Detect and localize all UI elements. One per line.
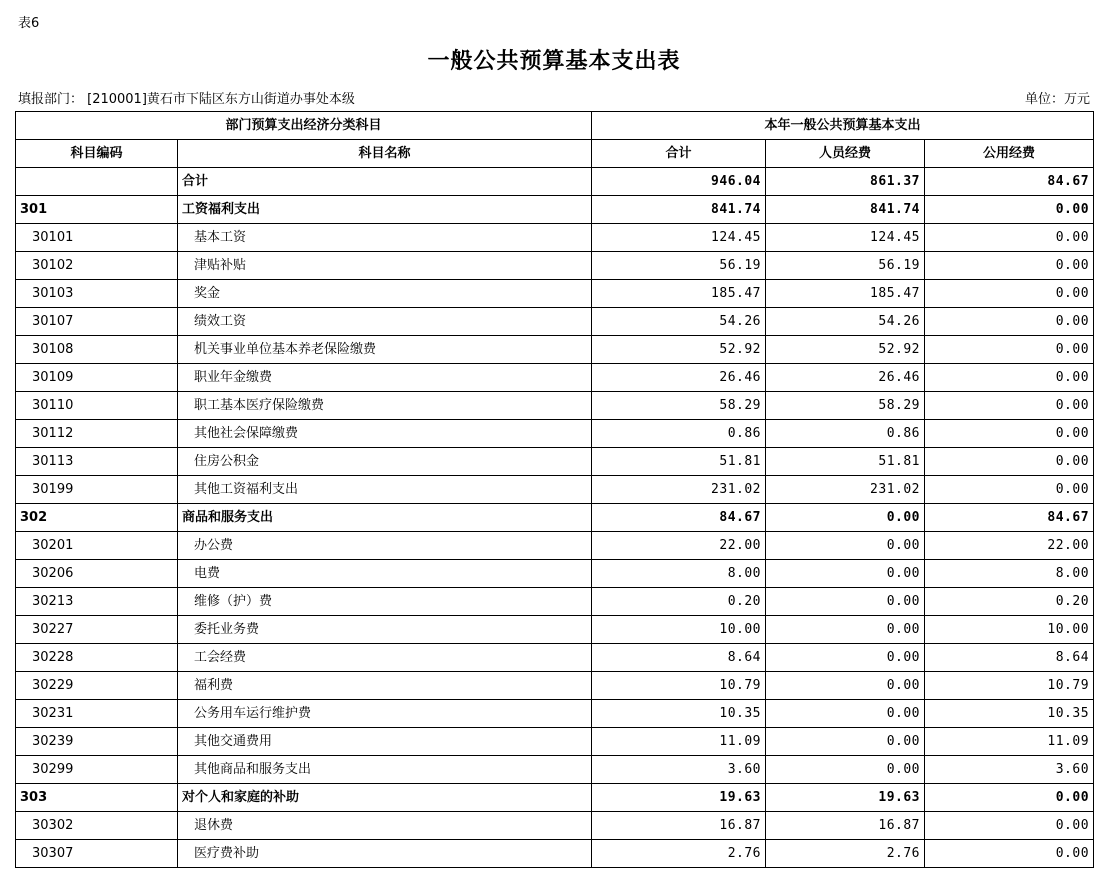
row-total: 10.35 (592, 700, 766, 728)
row-public: 84.67 (925, 168, 1094, 196)
row-public: 0.00 (925, 336, 1094, 364)
row-public: 8.64 (925, 644, 1094, 672)
row-public: 0.00 (925, 280, 1094, 308)
row-code: 30206 (16, 560, 178, 588)
row-name: 福利费 (178, 672, 592, 700)
row-code: 30108 (16, 336, 178, 364)
row-total: 2.76 (592, 840, 766, 868)
row-personnel: 58.29 (766, 392, 925, 420)
row-personnel: 185.47 (766, 280, 925, 308)
row-code: 302 (16, 504, 178, 532)
row-total: 231.02 (592, 476, 766, 504)
row-personnel: 0.00 (766, 644, 925, 672)
row-name: 其他工资福利支出 (178, 476, 592, 504)
row-personnel: 16.87 (766, 812, 925, 840)
row-name: 工会经费 (178, 644, 592, 672)
row-total: 26.46 (592, 364, 766, 392)
row-personnel: 2.76 (766, 840, 925, 868)
row-name: 合计 (178, 168, 592, 196)
budget-table (15, 111, 1094, 868)
row-name: 其他交通费用 (178, 728, 592, 756)
row-code: 30228 (16, 644, 178, 672)
row-name: 办公费 (178, 532, 592, 560)
row-code: 30227 (16, 616, 178, 644)
row-name: 奖金 (178, 280, 592, 308)
row-personnel: 52.92 (766, 336, 925, 364)
row-total: 10.00 (592, 616, 766, 644)
row-total: 54.26 (592, 308, 766, 336)
table-row (16, 728, 1094, 756)
header-group-right: 本年一般公共预算基本支出 (592, 112, 1094, 140)
row-public: 0.00 (925, 364, 1094, 392)
table-row (16, 812, 1094, 840)
row-public: 0.00 (925, 392, 1094, 420)
row-total: 0.20 (592, 588, 766, 616)
row-total: 841.74 (592, 196, 766, 224)
row-personnel: 0.00 (766, 756, 925, 784)
table-row (16, 532, 1094, 560)
row-code: 30102 (16, 252, 178, 280)
row-name: 退休费 (178, 812, 592, 840)
row-name: 医疗费补助 (178, 840, 592, 868)
row-public: 11.09 (925, 728, 1094, 756)
row-code: 30101 (16, 224, 178, 252)
row-code: 30307 (16, 840, 178, 868)
table-row (16, 784, 1094, 812)
row-code: 30107 (16, 308, 178, 336)
row-code: 30239 (16, 728, 178, 756)
row-name: 工资福利支出 (178, 196, 592, 224)
row-public: 10.00 (925, 616, 1094, 644)
header-column-row (16, 140, 1094, 168)
row-public: 10.79 (925, 672, 1094, 700)
row-personnel: 0.00 (766, 588, 925, 616)
row-code: 30109 (16, 364, 178, 392)
row-code: 30103 (16, 280, 178, 308)
row-personnel: 0.00 (766, 672, 925, 700)
table-row (16, 616, 1094, 644)
table-row (16, 504, 1094, 532)
table-row (16, 420, 1094, 448)
row-code: 30201 (16, 532, 178, 560)
table-row (16, 700, 1094, 728)
row-total: 19.63 (592, 784, 766, 812)
filing-unit: 填报部门： [210001]黄石市下陆区东方山街道办事处本级 (18, 92, 355, 107)
table-row (16, 168, 1094, 196)
header-name: 科目名称 (178, 140, 592, 168)
row-personnel: 0.00 (766, 616, 925, 644)
row-name: 基本工资 (178, 224, 592, 252)
header-public: 公用经费 (925, 140, 1094, 168)
row-total: 51.81 (592, 448, 766, 476)
row-public: 0.00 (925, 448, 1094, 476)
row-personnel: 56.19 (766, 252, 925, 280)
row-name: 商品和服务支出 (178, 504, 592, 532)
row-code (16, 168, 178, 196)
row-personnel: 124.45 (766, 224, 925, 252)
table-row (16, 588, 1094, 616)
row-code: 303 (16, 784, 178, 812)
row-name: 津贴补贴 (178, 252, 592, 280)
row-personnel: 54.26 (766, 308, 925, 336)
row-name: 电费 (178, 560, 592, 588)
unit-label: 单位：万元 (1024, 92, 1090, 107)
row-total: 0.86 (592, 420, 766, 448)
row-name: 其他社会保障缴费 (178, 420, 592, 448)
row-code: 30299 (16, 756, 178, 784)
table-row (16, 336, 1094, 364)
row-code: 30112 (16, 420, 178, 448)
row-personnel: 26.46 (766, 364, 925, 392)
row-public: 84.67 (925, 504, 1094, 532)
table-row (16, 476, 1094, 504)
row-total: 56.19 (592, 252, 766, 280)
table-row (16, 672, 1094, 700)
row-personnel: 19.63 (766, 784, 925, 812)
row-personnel: 861.37 (766, 168, 925, 196)
row-name: 绩效工资 (178, 308, 592, 336)
table-row (16, 756, 1094, 784)
row-public: 0.00 (925, 840, 1094, 868)
row-total: 58.29 (592, 392, 766, 420)
meta-row (18, 88, 1090, 106)
row-name: 公务用车运行维护费 (178, 700, 592, 728)
table-row (16, 560, 1094, 588)
table-row (16, 196, 1094, 224)
row-total: 16.87 (592, 812, 766, 840)
row-total: 8.64 (592, 644, 766, 672)
row-personnel: 231.02 (766, 476, 925, 504)
table-row (16, 308, 1094, 336)
row-total: 8.00 (592, 560, 766, 588)
row-total: 52.92 (592, 336, 766, 364)
row-public: 0.00 (925, 476, 1094, 504)
row-personnel: 0.00 (766, 700, 925, 728)
row-code: 30110 (16, 392, 178, 420)
row-public: 0.00 (925, 420, 1094, 448)
row-total: 10.79 (592, 672, 766, 700)
row-public: 8.00 (925, 560, 1094, 588)
row-personnel: 841.74 (766, 196, 925, 224)
table-row (16, 644, 1094, 672)
row-name: 职业年金缴费 (178, 364, 592, 392)
row-code: 30229 (16, 672, 178, 700)
row-name: 其他商品和服务支出 (178, 756, 592, 784)
row-personnel: 0.00 (766, 504, 925, 532)
table-row (16, 364, 1094, 392)
row-public: 0.00 (925, 308, 1094, 336)
row-personnel: 51.81 (766, 448, 925, 476)
page-title: 一般公共预算基本支出表 (427, 48, 681, 74)
table-row (16, 280, 1094, 308)
row-public: 0.00 (925, 252, 1094, 280)
row-total: 11.09 (592, 728, 766, 756)
row-name: 职工基本医疗保险缴费 (178, 392, 592, 420)
row-total: 22.00 (592, 532, 766, 560)
row-code: 301 (16, 196, 178, 224)
table-tag: 表6 (18, 16, 40, 31)
row-personnel: 0.00 (766, 532, 925, 560)
row-name: 机关事业单位基本养老保险缴费 (178, 336, 592, 364)
header-code: 科目编码 (16, 140, 178, 168)
row-personnel: 0.00 (766, 728, 925, 756)
row-total: 84.67 (592, 504, 766, 532)
row-public: 10.35 (925, 700, 1094, 728)
row-name: 委托业务费 (178, 616, 592, 644)
header-total: 合计 (592, 140, 766, 168)
row-code: 30113 (16, 448, 178, 476)
table-row (16, 448, 1094, 476)
row-public: 3.60 (925, 756, 1094, 784)
row-public: 0.00 (925, 784, 1094, 812)
row-name: 对个人和家庭的补助 (178, 784, 592, 812)
header-personnel: 人员经费 (766, 140, 925, 168)
row-public: 0.20 (925, 588, 1094, 616)
row-public: 0.00 (925, 812, 1094, 840)
table-row (16, 224, 1094, 252)
row-personnel: 0.86 (766, 420, 925, 448)
row-public: 22.00 (925, 532, 1094, 560)
row-total: 124.45 (592, 224, 766, 252)
row-code: 30302 (16, 812, 178, 840)
row-total: 946.04 (592, 168, 766, 196)
header-group-left: 部门预算支出经济分类科目 (16, 112, 592, 140)
row-public: 0.00 (925, 224, 1094, 252)
row-total: 3.60 (592, 756, 766, 784)
row-code: 30231 (16, 700, 178, 728)
row-public: 0.00 (925, 196, 1094, 224)
header-group-row (16, 112, 1094, 140)
table-row (16, 392, 1094, 420)
row-code: 30213 (16, 588, 178, 616)
row-name: 住房公积金 (178, 448, 592, 476)
row-total: 185.47 (592, 280, 766, 308)
table-row (16, 252, 1094, 280)
row-name: 维修（护）费 (178, 588, 592, 616)
row-personnel: 0.00 (766, 560, 925, 588)
row-code: 30199 (16, 476, 178, 504)
table-row (16, 840, 1094, 868)
